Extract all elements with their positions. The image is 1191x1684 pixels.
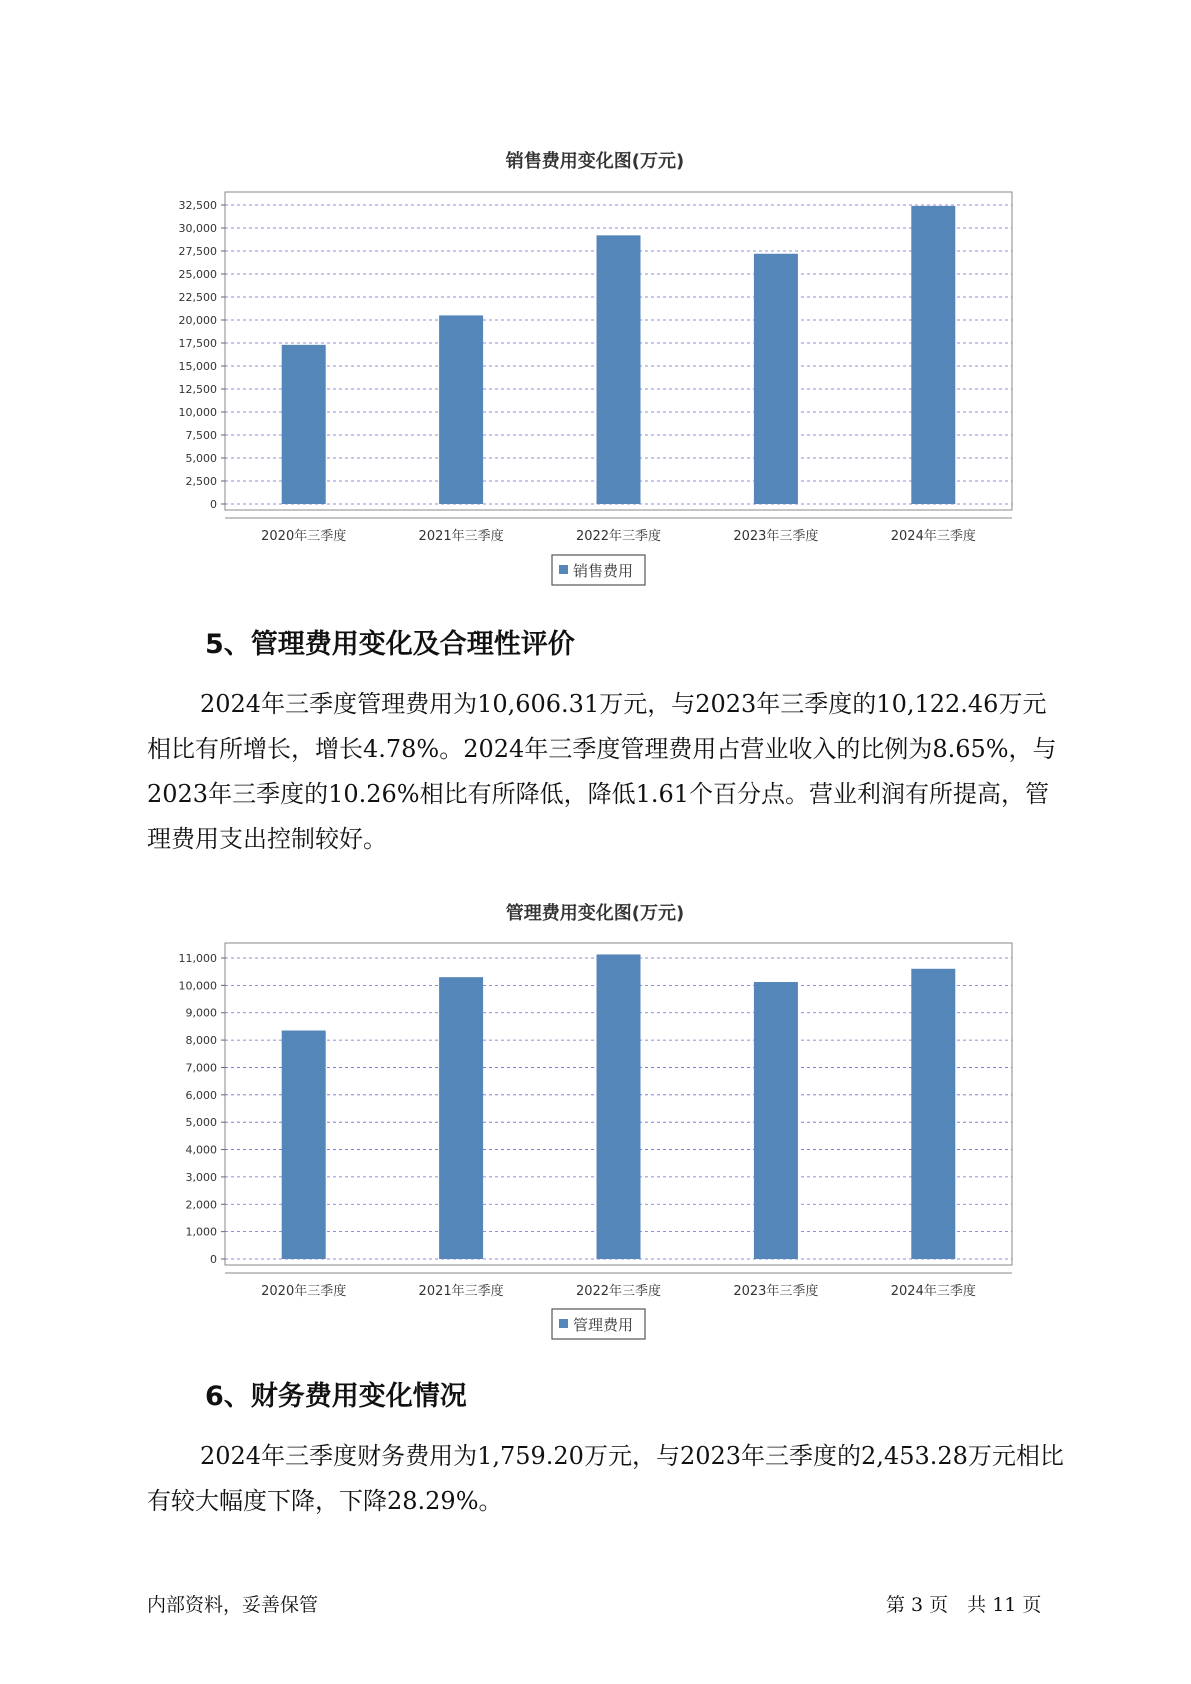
bar [282, 345, 326, 504]
admin-paragraph: 2024年三季度管理费用为10,606.31万元，与2023年三季度的10,122.46万元相比有所增长，增长4.78%。2024年三季度管理费用占营业收入的比例为8.65%，与2023年三季度的10.26%相比有所降低，降低1.61个百分点。营业利润有所提高，管理费用支出控制较好。 [147, 690, 1057, 853]
x-tick-label: 2021年三季度 [418, 1284, 504, 1299]
legend [552, 1309, 645, 1339]
x-tick-labels [261, 528, 976, 544]
chart-title: 销售费用变化图(万元) [505, 151, 685, 172]
y-tick-label: 8,000 [185, 1034, 217, 1048]
y-tick-label: 10,000 [178, 979, 217, 993]
y-tick-label: 9,000 [185, 1006, 217, 1020]
x-tick-label: 2020年三季度 [261, 529, 347, 544]
y-tick-label: 17,500 [178, 337, 217, 350]
section-heading-finance: 6、财务费用变化情况 [205, 1381, 467, 1412]
bar [597, 235, 641, 504]
x-tick-label: 2021年三季度 [418, 529, 504, 544]
admin-expense-chart [0, 887, 1191, 1347]
sales-expense-chart [0, 135, 1191, 595]
legend-swatch [559, 565, 568, 574]
y-tick-label: 2,000 [185, 1198, 217, 1212]
bar [597, 954, 641, 1259]
legend [552, 555, 645, 585]
y-tick-label: 32,500 [178, 199, 217, 212]
y-tick-label: 5,000 [185, 1116, 217, 1130]
bar [439, 977, 483, 1259]
x-tick-labels [261, 1283, 976, 1299]
x-tick-label: 2024年三季度 [890, 529, 976, 544]
bar [754, 982, 798, 1259]
y-tick-label: 7,500 [185, 429, 217, 442]
x-tick-label: 2023年三季度 [733, 1284, 819, 1299]
y-tick-label: 15,000 [178, 360, 217, 373]
legend-swatch [559, 1319, 568, 1328]
y-tick-label: 30,000 [178, 222, 217, 235]
footer-page-number: 第 3 页 共 11 页 [886, 1594, 1042, 1616]
footer-confidential-note: 内部资料，妥善保管 [147, 1594, 319, 1616]
chart-title: 管理费用变化图(万元) [505, 903, 685, 924]
bar [754, 254, 798, 504]
bar [911, 969, 955, 1259]
y-tick-label: 25,000 [178, 268, 217, 281]
y-tick-label: 0 [210, 1253, 217, 1266]
admin-expense-chart-svg [0, 887, 1191, 1347]
bar [911, 206, 955, 504]
y-tick-label: 11,000 [178, 952, 217, 965]
y-tick-label: 20,000 [178, 314, 217, 327]
x-tick-label: 2020年三季度 [261, 1284, 347, 1299]
bar [439, 315, 483, 504]
y-tick-labels [179, 199, 226, 511]
section-heading-admin: 5、管理费用变化及合理性评价 [205, 629, 575, 660]
y-tick-label: 12,500 [178, 383, 217, 396]
y-tick-label: 10,000 [178, 406, 217, 419]
y-tick-label: 2,500 [185, 475, 217, 488]
y-tick-label: 4,000 [185, 1143, 217, 1157]
y-tick-label: 1,000 [185, 1225, 217, 1239]
legend-label: 销售费用 [573, 562, 634, 580]
y-tick-label: 5,000 [185, 452, 217, 465]
x-tick-label: 2024年三季度 [890, 1284, 976, 1299]
x-tick-label: 2022年三季度 [575, 1284, 662, 1299]
legend-label: 管理费用 [573, 1316, 634, 1334]
x-tick-label: 2023年三季度 [733, 529, 819, 544]
y-tick-label: 22,500 [178, 291, 217, 304]
y-tick-label: 3,000 [185, 1170, 217, 1184]
y-tick-label: 6,000 [185, 1088, 217, 1102]
y-tick-labels [179, 952, 226, 1266]
bar [282, 1031, 326, 1259]
y-tick-label: 7,000 [185, 1061, 217, 1075]
y-tick-label: 0 [210, 498, 217, 511]
y-tick-label: 27,500 [178, 245, 217, 258]
sales-expense-chart-svg [0, 135, 1191, 595]
finance-paragraph: 2024年三季度财务费用为1,759.20万元，与2023年三季度的2,453.28万元相比有较大幅度下降，下降28.29%。 [147, 1442, 1064, 1515]
x-tick-label: 2022年三季度 [575, 529, 662, 544]
